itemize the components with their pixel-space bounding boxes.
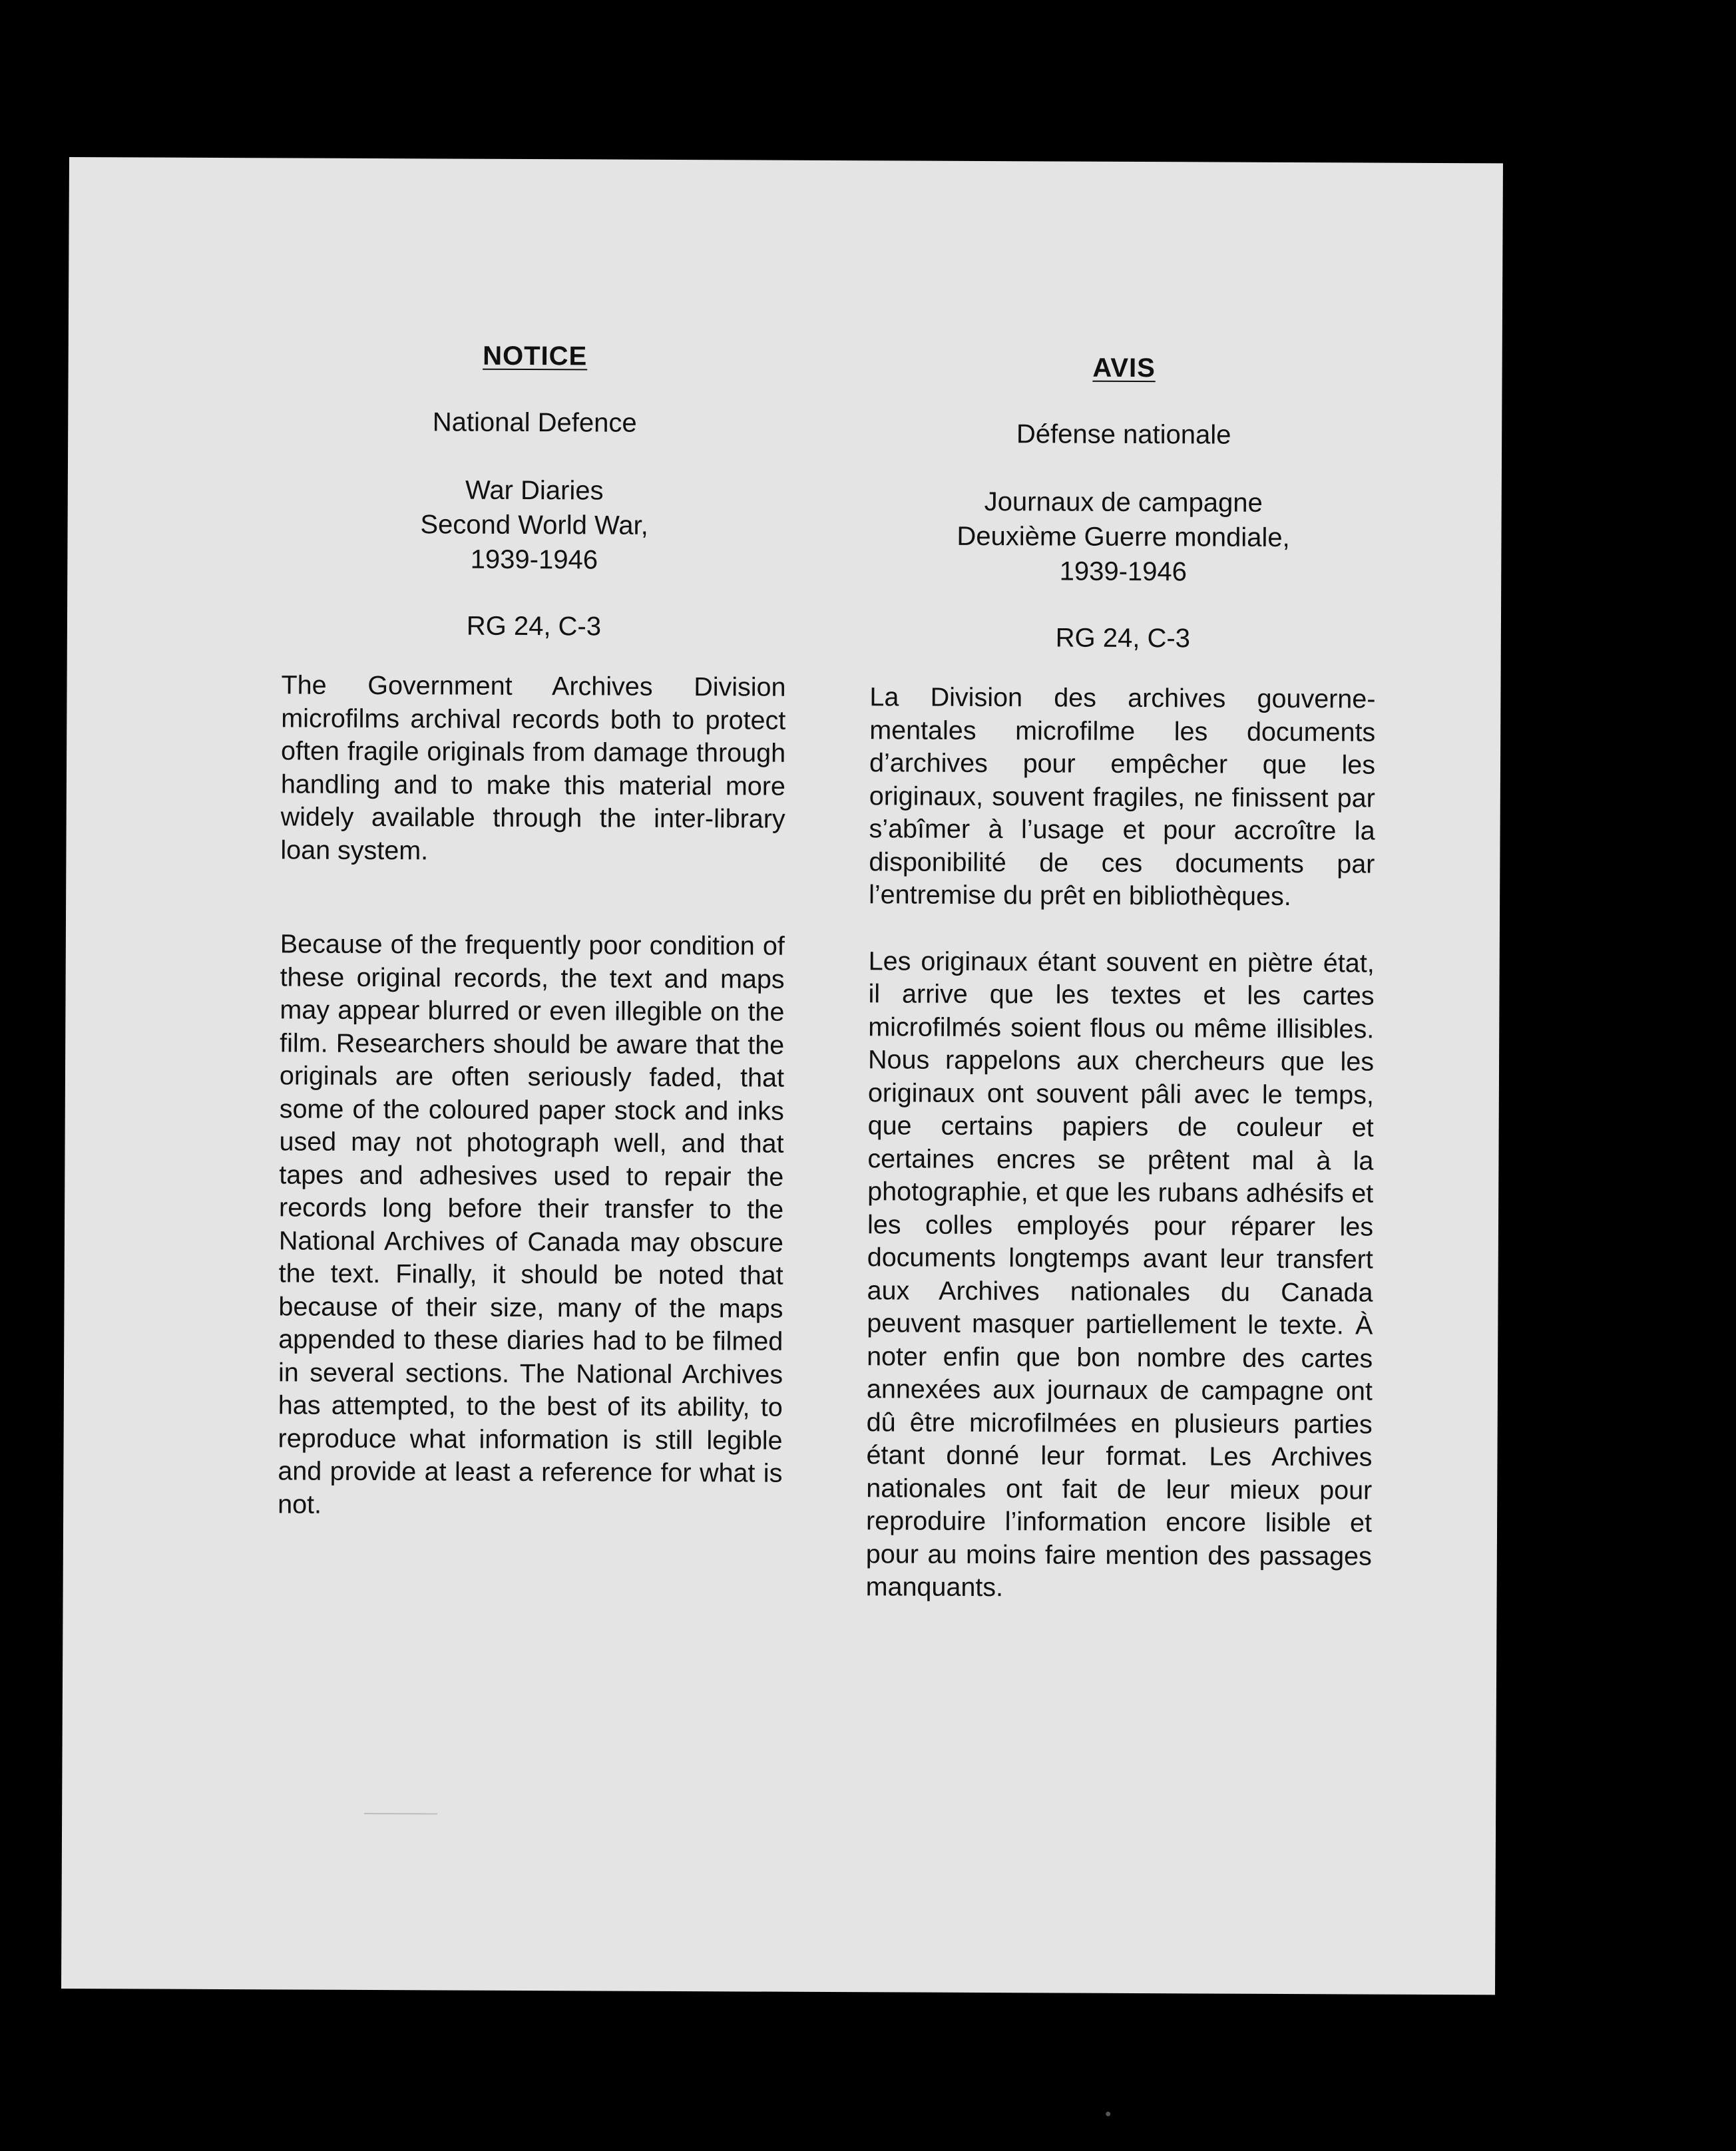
document-page: [61, 157, 1503, 1995]
series-dates: 1939-1946: [1059, 556, 1188, 587]
notice-paragraph: The Government Archives Division microfilms archival records both to protect often fragile originals from damage through handling and to make this material more widely available through the inter-library loan system.: [280, 670, 786, 865]
series-line: Journaux de campagne: [984, 487, 1263, 518]
french-notice-column: [866, 349, 1377, 1606]
avis-title: AVIS: [1092, 353, 1156, 383]
series-line: Second World War,: [420, 510, 648, 540]
agency-name: National Defence: [432, 407, 637, 438]
notice-title: NOTICE: [483, 341, 588, 371]
english-notice-column: [278, 337, 787, 1523]
notice-paragraph: Because of the frequently poor condition of these original records, the text and maps may appear blurred or even illegible on the film. Researchers should be aware that the originals are often seriously faded, that some of the coloured paper stock and inks used may not photograph well, and that tapes and adhesives used to repair the records long before their transfer to the National Archives of Canada may obscure the text. Finally, it should be noted that because of their size, many of the maps appended to these diaries had to be filmed in several sections. The National Archives has attempted, to the best of its ability, to reproduce what information is still legible and provide at least a reference for what is not.: [278, 929, 785, 1519]
avis-paragraph: La Division des archives gouvernementales microfilme les documents d’archives pour empêcher que les originaux, souvent fragiles, ne finissent par s’abîmer à l’usage et pour accroître la disponibilité de ces documents par l’entremise du prêt en bibliothèques.: [869, 682, 1376, 912]
agency-name: Défense nationale: [1016, 419, 1231, 450]
record-group-reference: RG 24, C-3: [1055, 623, 1191, 654]
series-line: War Diaries: [465, 475, 604, 506]
scan-speck: [1106, 2112, 1110, 2116]
series-title: [282, 472, 787, 578]
series-dates: 1939-1946: [470, 544, 598, 575]
series-line: Deuxième Guerre mondiale,: [957, 521, 1290, 553]
scan-artifact-line: [364, 1813, 437, 1814]
avis-paragraph: Les originaux étant souvent en piètre état, il arrive que les textes et les cartes microfilmés soient flous ou même illisibles. Nous rappelons aux chercheurs que les originaux ont souvent pâli avec le temps, que certains papiers de couleur et certaines encres se prêtent mal à la photographie, et que les rubans adhésifs et les colles employés pour réparer les documents longtemps avant leur transfert aux Archives nationales du Canada peuvent masquer partiellement le texte. À noter enfin que bon nombre des cartes annexées aux journaux de campagne ont dû être microfilmées en plusieurs parties étant donné leur format. Les Archives nationales ont fait de leur mieux pour reproduire l’information encore lisible et pour au moins faire mention des passages manquants.: [865, 946, 1375, 1603]
record-group-reference: RG 24, C-3: [466, 611, 602, 642]
series-title: [870, 484, 1377, 590]
